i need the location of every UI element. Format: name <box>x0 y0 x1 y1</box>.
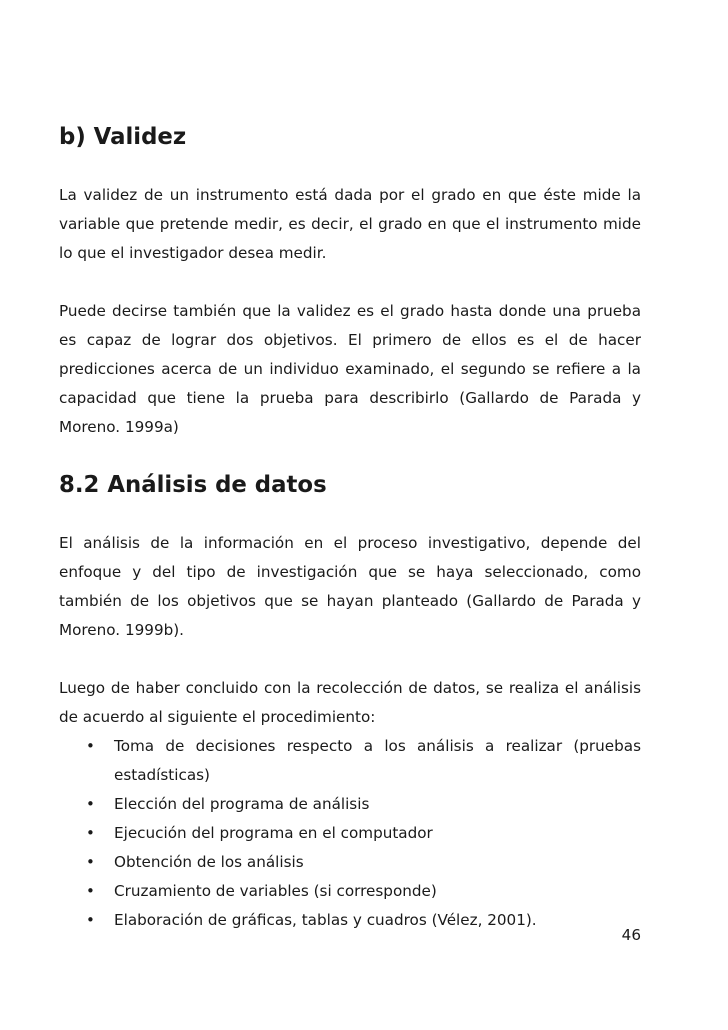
list-item-text: Cruzamiento de variables (si corresponde) <box>114 882 437 900</box>
bullet-icon: • <box>86 911 95 929</box>
page-number: 46 <box>621 926 641 944</box>
procedure-list <box>59 732 641 935</box>
bullet-icon: • <box>86 737 95 755</box>
document-page <box>59 123 641 935</box>
list-item <box>59 790 641 819</box>
list-item <box>59 732 641 790</box>
paragraph-validez-definition: La validez de un instrumento está dada por el grado en que éste mide la variable que pretende medir, es decir, el grado en que el instrumento mide lo que el investigador desea medir. <box>59 186 641 262</box>
section-heading-validez: b) Validez <box>59 124 187 150</box>
bullet-icon: • <box>86 824 95 842</box>
list-item-text: Elaboración de gráficas, tablas y cuadros (Vélez, 2001). <box>114 911 537 929</box>
list-item-text: Elección del programa de análisis <box>114 795 370 813</box>
list-item <box>59 906 641 935</box>
bullet-icon: • <box>86 795 95 813</box>
list-item <box>59 877 641 906</box>
list-item-text: Toma de decisiones respecto a los análisis a realizar (pruebas estadísticas) <box>114 737 641 784</box>
list-item <box>59 819 641 848</box>
bullet-icon: • <box>86 882 95 900</box>
paragraph-validez-objectives: Puede decirse también que la validez es el grado hasta donde una prueba es capaz de lograr dos objetivos. El primero de ellos es el de hacer predicciones acerca de un individuo examinado, el segundo se refiere a la capacidad que tiene la prueba para describirlo (Gallardo de Parada y Moreno. 1999a) <box>59 302 641 436</box>
paragraph-analisis-procedure: Luego de haber concluido con la recolección de datos, se realiza el análisis de acuerdo al siguiente el procedimiento: <box>59 679 641 726</box>
bullet-icon: • <box>86 853 95 871</box>
list-item <box>59 848 641 877</box>
paragraph-analisis-intro: El análisis de la información en el proceso investigativo, depende del enfoque y del tipo de investigación que se haya seleccionado, como también de los objetivos que se hayan planteado (Gallardo de Parada y Moreno. 1999b). <box>59 534 641 639</box>
list-item-text: Ejecución del programa en el computador <box>114 824 433 842</box>
list-item-text: Obtención de los análisis <box>114 853 304 871</box>
section-heading-analisis-datos: 8.2 Análisis de datos <box>59 472 327 498</box>
